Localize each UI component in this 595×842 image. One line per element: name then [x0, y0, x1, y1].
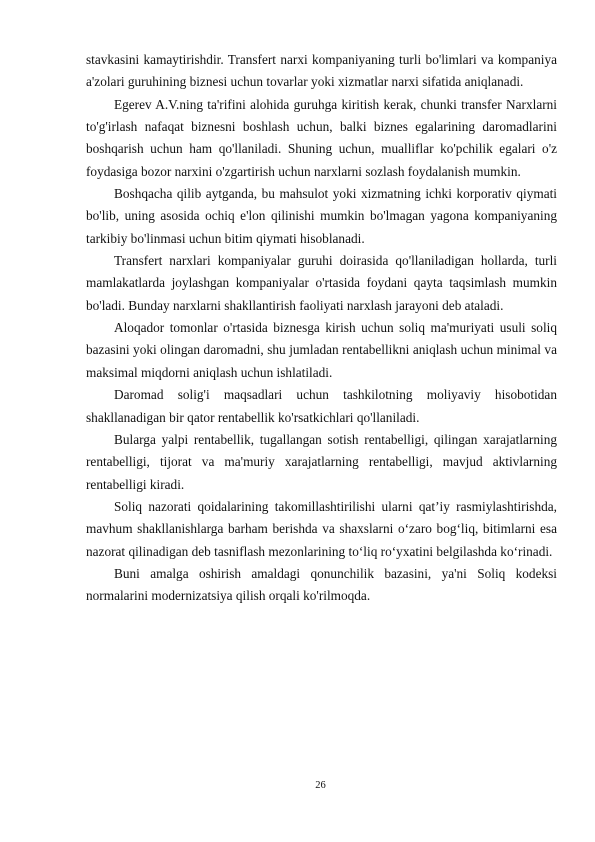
paragraph-7: Bularga yalpi rentabellik, tugallangan sotish rentabelligi, qilingan xarajatlarning rentabelligi, tijorat va ma'muriy xarajatlarning rentabelligi, mavjud aktivlarning rentabelligi kiradi.: [86, 431, 557, 492]
paragraph-4: Transfert narxlari kompaniyalar guruhi doirasida qo'llaniladigan hollarda, turli mamlakatlarda joylashgan kompaniyalar o'rtasida foydani qayta taqsimlash mumkin bo'ladi. Bunday narxlarni shakllantirish faoliyati narxlash jarayoni deb ataladi.: [86, 253, 557, 313]
paragraph-1: stavkasini kamaytirishdir. Transfert narxi kompaniyaning turli bo'limlari va kompaniya a'zolari guruhining biznesi uchun tovarlar yoki xizmatlar narxi sifatida aniqlanadi.: [86, 52, 557, 90]
document-body: [86, 49, 557, 608]
paragraph-5: Aloqador tomonlar o'rtasida biznesga kirish uchun soliq ma'muriyati usuli soliq bazasini yoki olingan daromadni, shu jumladan rentabellikni aniqlash uchun minimal va maksimal miqdorni aniqlash uchun ishlatiladi.: [86, 320, 557, 380]
page-number: 26: [315, 780, 326, 791]
paragraph-2: Egerev A.V.ning ta'rifini alohida guruhga kiritish kerak, chunki transfer Narxlarni to'g'irlash nafaqat biznesni boshlash uchun, balki biznes egalarining daromadlarini boshqarish uchun ham qo'llaniladi. Shuning uchun, mualliflar ko'pchilik egalari o'z foydasiga bozor narxini o'zgartirish uchun narxlarni sozlash foydalanish mumkin.: [86, 96, 557, 179]
paragraph-9: Buni amalga oshirish amaldagi qonunchilik bazasini, ya'ni Soliq kodeksi normalarini modernizatsiya qilish orqali ko'rilmoqda.: [86, 565, 557, 604]
paragraph-6: Daromad solig'i maqsadlari uchun tashkilotning moliyaviy hisobotidan shakllanadigan bir qator rentabellik ko'rsatkichlari qo'llaniladi.: [86, 387, 557, 425]
paragraph-3: Boshqacha qilib aytganda, bu mahsulot yoki xizmatning ichki korporativ qiymati bo'lib, uning asosida ochiq e'lon qilinishi mumkin bo'lmagan yagona kompaniyaning tarkibiy bo'linmasi uchun bitim qiymati hisoblanadi.: [86, 186, 557, 246]
paragraph-8: Soliq nazorati qoidalarining takomillashtirilishi ularni qat’iy rasmiylashtirishda, mavhum shakllanishlarga barham berishda va shaxslarni o‘zaro bog‘liq, bitimlarni esa nazorat qilinadigan deb tasniflash mezonlarining to‘liq ro‘yxatini belgilashda ko‘rinadi.: [86, 498, 557, 559]
